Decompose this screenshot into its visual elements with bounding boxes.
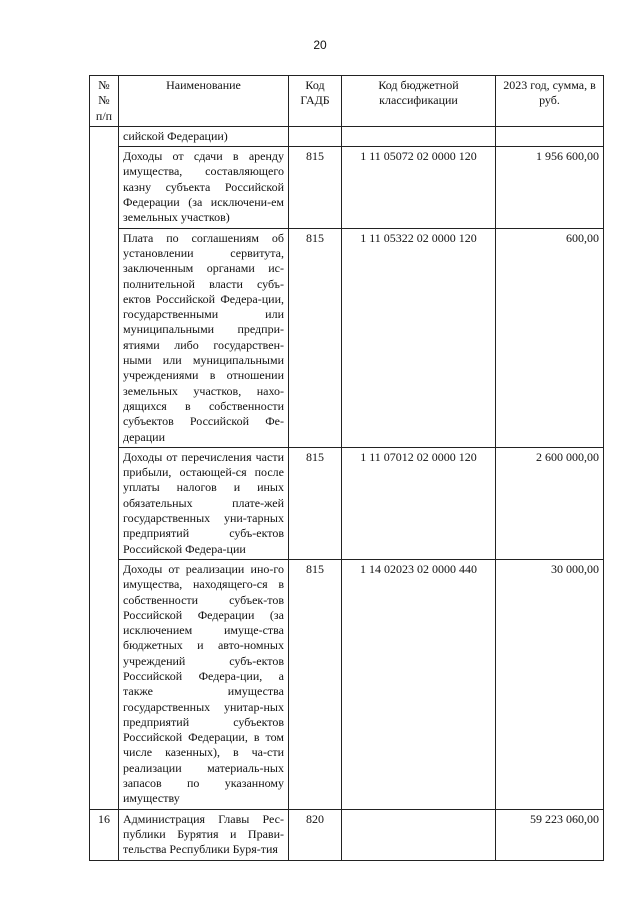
table-row — [90, 447, 604, 559]
row-kbk: 1 11 05322 02 0000 120 — [342, 228, 496, 447]
row-name: Плата по соглашениям об установлении сервитута, заключенным органами ис-полнительной власти субъ-ектов Российской Федера-ции, государственными или муниципальными предпри-ятиями либо государствен-ными или муниципальными учреждениями в отношении земельных участков, нахо-дящихся в собственности субъектов Российской Фе-дерации — [119, 228, 289, 447]
page-number: 20 — [313, 38, 327, 52]
header-kbk: Код бюджетной классификации — [342, 76, 496, 127]
row-sum: 1 956 600,00 — [496, 147, 604, 228]
row-name: Доходы от реализации ино-го имущества, находящего-ся в собственности субъек-тов Российской Федерации (за исключением имуще-ства бюджетных и авто-номных учреждений субъ-ектов Российской Федера-ции, а также имущества государственных унитар-ных предприятий субъектов Российской Федерации, в том числе казенных), в ча-сти реализации материаль-ных запасов по указанному имуществу — [119, 559, 289, 809]
table-row — [90, 228, 604, 447]
row-sum: 59 223 060,00 — [496, 809, 604, 860]
row-number-cell: 16 — [90, 809, 119, 860]
row-name: Доходы от сдачи в аренду имущества, составляющего казну субъекта Российской Федерации (за исключени-ем земельных участков) — [119, 147, 289, 228]
row-sum: 30 000,00 — [496, 559, 604, 809]
row-kbk — [342, 809, 496, 860]
header-name: Наименование — [119, 76, 289, 127]
table-row — [90, 559, 604, 809]
table-row — [90, 126, 604, 146]
header-num: №№ п/п — [90, 76, 119, 127]
row-gadb: 820 — [289, 809, 342, 860]
budget-table — [89, 75, 604, 861]
row-name: сийской Федерации) — [119, 126, 289, 146]
row-gadb: 815 — [289, 447, 342, 559]
header-sum: 2023 год, сумма, в руб. — [496, 76, 604, 127]
table-header-row — [90, 76, 604, 127]
row-sum: 600,00 — [496, 228, 604, 447]
row-sum — [496, 126, 604, 146]
row-name: Доходы от перечисления части прибыли, остающей-ся после уплаты налогов и иных обязательных плате-жей государственных уни-тарных предприятий субъ-ектов Российской Федера-ции — [119, 447, 289, 559]
row-kbk: 1 14 02023 02 0000 440 — [342, 559, 496, 809]
row-kbk — [342, 126, 496, 146]
row-kbk: 1 11 05072 02 0000 120 — [342, 147, 496, 228]
table-row — [90, 809, 604, 860]
row-kbk: 1 11 07012 02 0000 120 — [342, 447, 496, 559]
row-number-cell — [90, 126, 119, 809]
row-sum: 2 600 000,00 — [496, 447, 604, 559]
table-row — [90, 147, 604, 228]
row-gadb: 815 — [289, 147, 342, 228]
row-gadb — [289, 126, 342, 146]
header-gadb: Код ГАДБ — [289, 76, 342, 127]
row-name: Администрация Главы Рес-публики Бурятия и Прави-тельства Республики Буря-тия — [119, 809, 289, 860]
row-gadb: 815 — [289, 228, 342, 447]
row-gadb: 815 — [289, 559, 342, 809]
